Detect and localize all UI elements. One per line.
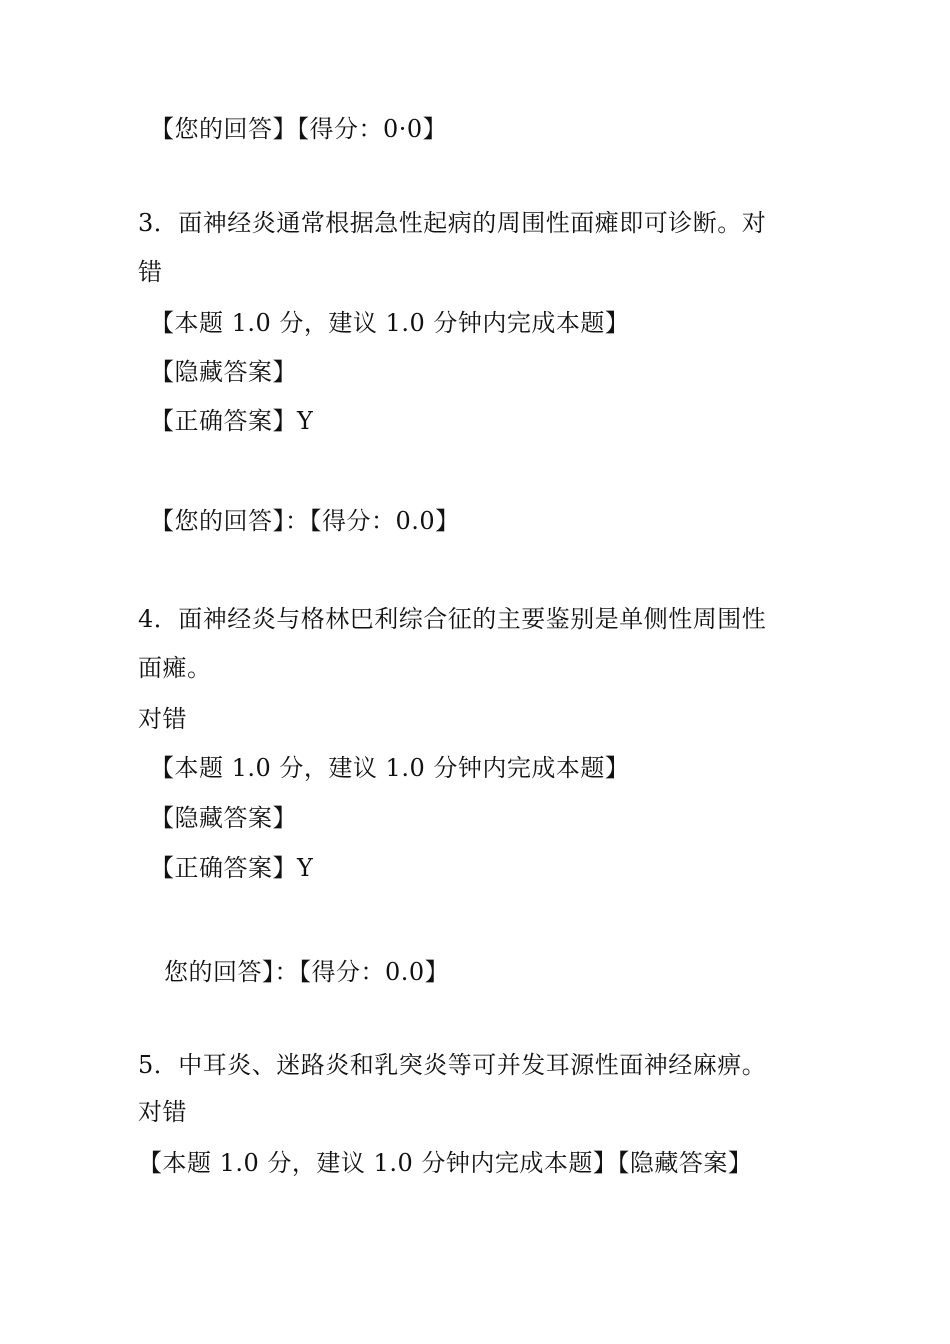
q4-question-line-1: 4．面神经炎与格林巴利综合征的主要鉴别是单侧性周围性 (138, 605, 767, 633)
q3-your-answer: 【您的回答】：【得分：0.0】 (150, 507, 460, 535)
q2-your-answer: 【您的回答】【得分：0·0】 (150, 115, 448, 143)
q3-question-line-1: 3．面神经炎通常根据急性起病的周围性面瘫即可诊断。对 (138, 209, 767, 237)
q5-question-line-1: 5．中耳炎、迷路炎和乳突炎等可并发耳源性面神经麻痹。 (138, 1051, 767, 1079)
q3-meta: 【本题 1.0 分，建议 1.0 分钟内完成本题】 (150, 309, 630, 337)
q3-correct-answer: 【正确答案】Y (150, 407, 314, 435)
q3-question-line-2: 错 (138, 258, 163, 286)
q4-your-answer: 您的回答】：【得分：0.0】 (164, 958, 450, 986)
q4-correct-answer: 【正确答案】Y (150, 854, 314, 882)
q4-meta: 【本题 1.0 分，建议 1.0 分钟内完成本题】 (150, 754, 630, 782)
q5-meta: 【本题 1.0 分，建议 1.0 分钟内完成本题】【隐藏答案】 (138, 1149, 753, 1177)
q4-question-line-2: 面瘫。 (138, 654, 212, 682)
q4-hide-answer[interactable]: 【隐藏答案】 (150, 804, 297, 832)
q4-options: 对错 (138, 705, 187, 733)
q5-options: 对错 (138, 1098, 187, 1126)
q3-hide-answer[interactable]: 【隐藏答案】 (150, 358, 297, 386)
